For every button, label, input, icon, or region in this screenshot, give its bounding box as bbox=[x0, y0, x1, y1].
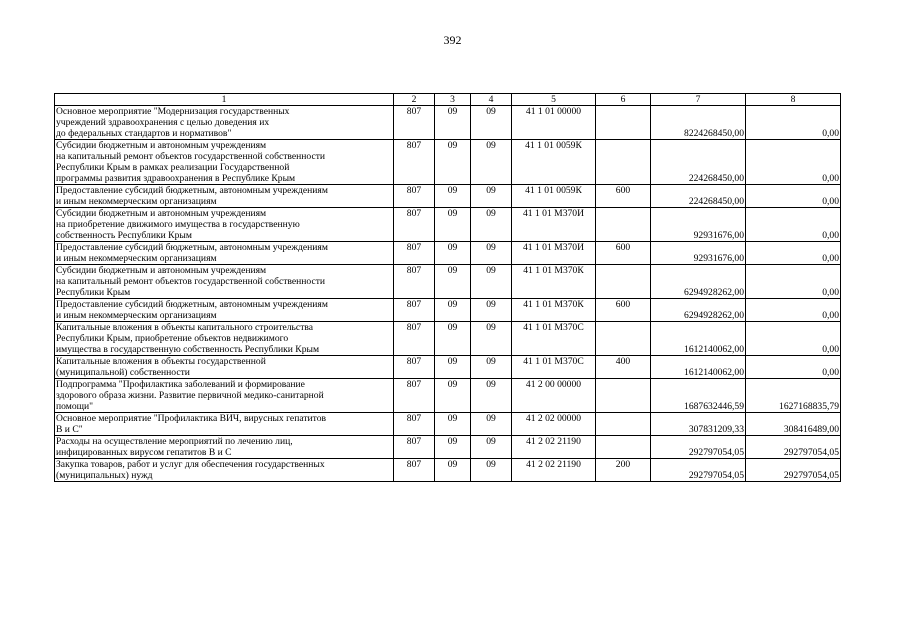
table-row bbox=[55, 322, 841, 356]
amount-year2-cell: 0,00 bbox=[746, 242, 841, 265]
table-row bbox=[55, 208, 841, 242]
section-code-cell: 09 bbox=[435, 436, 471, 459]
section-code-cell: 09 bbox=[435, 459, 471, 482]
column-header: 8 bbox=[746, 94, 841, 106]
section-code-cell: 09 bbox=[435, 322, 471, 356]
table-row bbox=[55, 299, 841, 322]
item-name-cell: Подпрограмма "Профилактика заболеваний и формирование здорового образа жизни. Развитие первичной медико-санитарной помощи" bbox=[55, 379, 394, 413]
table-row bbox=[55, 356, 841, 379]
subsection-code-cell: 09 bbox=[471, 106, 512, 140]
ministry-code-cell: 807 bbox=[394, 459, 435, 482]
expense-type-cell: 600 bbox=[596, 185, 651, 208]
amount-year1-cell: 6294928262,00 bbox=[651, 299, 746, 322]
expense-type-cell bbox=[596, 379, 651, 413]
section-code-cell: 09 bbox=[435, 106, 471, 140]
column-header: 3 bbox=[435, 94, 471, 106]
expense-type-cell bbox=[596, 265, 651, 299]
subsection-code-cell: 09 bbox=[471, 436, 512, 459]
amount-year2-cell: 0,00 bbox=[746, 356, 841, 379]
section-code-cell: 09 bbox=[435, 242, 471, 265]
subsection-code-cell: 09 bbox=[471, 265, 512, 299]
expense-type-cell: 600 bbox=[596, 242, 651, 265]
subsection-code-cell: 09 bbox=[471, 356, 512, 379]
subsection-code-cell: 09 bbox=[471, 242, 512, 265]
amount-year2-cell: 0,00 bbox=[746, 322, 841, 356]
item-name-cell: Субсидии бюджетным и автономным учреждениям на капитальный ремонт объектов государственной собственности Республики Крым bbox=[55, 265, 394, 299]
subsection-code-cell: 09 bbox=[471, 185, 512, 208]
item-name-cell: Основное мероприятие "Профилактика ВИЧ, вирусных гепатитов В и С" bbox=[55, 413, 394, 436]
target-article-cell: 41 1 01 М370К bbox=[512, 265, 596, 299]
table-row bbox=[55, 459, 841, 482]
amount-year1-cell: 224268450,00 bbox=[651, 185, 746, 208]
item-name-cell: Капитальные вложения в объекты капитального строительства Республики Крым, приобретение объектов недвижимого имущества в государственную собственность Республики Крым bbox=[55, 322, 394, 356]
table-row bbox=[55, 265, 841, 299]
expense-type-cell: 400 bbox=[596, 356, 651, 379]
amount-year1-cell: 1612140062,00 bbox=[651, 322, 746, 356]
header-row bbox=[55, 94, 841, 106]
expense-type-cell: 600 bbox=[596, 299, 651, 322]
item-name-cell: Основное мероприятие "Модернизация государственных учреждений здравоохранения с целью доведения их до федеральных стандартов и нормативов" bbox=[55, 106, 394, 140]
target-article-cell: 41 2 02 21190 bbox=[512, 459, 596, 482]
amount-year2-cell: 0,00 bbox=[746, 265, 841, 299]
amount-year1-cell: 8224268450,00 bbox=[651, 106, 746, 140]
table-row bbox=[55, 106, 841, 140]
section-code-cell: 09 bbox=[435, 299, 471, 322]
column-header: 5 bbox=[512, 94, 596, 106]
target-article-cell: 41 1 01 00000 bbox=[512, 106, 596, 140]
ministry-code-cell: 807 bbox=[394, 322, 435, 356]
expense-type-cell bbox=[596, 413, 651, 436]
amount-year1-cell: 1687632446,59 bbox=[651, 379, 746, 413]
section-code-cell: 09 bbox=[435, 185, 471, 208]
amount-year2-cell: 308416489,00 bbox=[746, 413, 841, 436]
expense-type-cell bbox=[596, 436, 651, 459]
target-article-cell: 41 2 02 00000 bbox=[512, 413, 596, 436]
amount-year2-cell: 0,00 bbox=[746, 208, 841, 242]
item-name-cell: Субсидии бюджетным и автономным учреждениям на приобретение движимого имущества в государственную собственность Республики Крым bbox=[55, 208, 394, 242]
ministry-code-cell: 807 bbox=[394, 185, 435, 208]
table-row bbox=[55, 379, 841, 413]
section-code-cell: 09 bbox=[435, 413, 471, 436]
expense-type-cell bbox=[596, 322, 651, 356]
amount-year2-cell: 0,00 bbox=[746, 106, 841, 140]
ministry-code-cell: 807 bbox=[394, 140, 435, 185]
amount-year2-cell: 292797054,05 bbox=[746, 459, 841, 482]
item-name-cell: Капитальные вложения в объекты государственной (муниципальной) собственности bbox=[55, 356, 394, 379]
section-code-cell: 09 bbox=[435, 140, 471, 185]
column-header: 4 bbox=[471, 94, 512, 106]
amount-year2-cell: 0,00 bbox=[746, 299, 841, 322]
column-header: 6 bbox=[596, 94, 651, 106]
item-name-cell: Предоставление субсидий бюджетным, автономным учреждениям и иным некоммерческим организациям bbox=[55, 185, 394, 208]
item-name-cell: Закупка товаров, работ и услуг для обеспечения государственных (муниципальных) нужд bbox=[55, 459, 394, 482]
target-article-cell: 41 1 01 М370С bbox=[512, 322, 596, 356]
table-body bbox=[55, 106, 841, 482]
ministry-code-cell: 807 bbox=[394, 436, 435, 459]
ministry-code-cell: 807 bbox=[394, 299, 435, 322]
item-name-cell: Предоставление субсидий бюджетным, автономным учреждениям и иным некоммерческим организациям bbox=[55, 299, 394, 322]
section-code-cell: 09 bbox=[435, 379, 471, 413]
expense-type-cell bbox=[596, 208, 651, 242]
budget-table bbox=[54, 93, 841, 482]
amount-year1-cell: 292797054,05 bbox=[651, 459, 746, 482]
target-article-cell: 41 2 00 00000 bbox=[512, 379, 596, 413]
ministry-code-cell: 807 bbox=[394, 356, 435, 379]
target-article-cell: 41 1 01 0059К bbox=[512, 185, 596, 208]
amount-year2-cell: 1627168835,79 bbox=[746, 379, 841, 413]
item-name-cell: Субсидии бюджетным и автономным учреждениям на капитальный ремонт объектов государственной собственности Республики Крым в рамках реализации Государственной программы развития здравоохранения в Республике Крым bbox=[55, 140, 394, 185]
section-code-cell: 09 bbox=[435, 356, 471, 379]
amount-year1-cell: 6294928262,00 bbox=[651, 265, 746, 299]
subsection-code-cell: 09 bbox=[471, 413, 512, 436]
page-number: 392 bbox=[443, 33, 462, 47]
subsection-code-cell: 09 bbox=[471, 140, 512, 185]
amount-year1-cell: 92931676,00 bbox=[651, 242, 746, 265]
ministry-code-cell: 807 bbox=[394, 208, 435, 242]
amount-year2-cell: 0,00 bbox=[746, 185, 841, 208]
column-header: 1 bbox=[55, 94, 394, 106]
table-row bbox=[55, 413, 841, 436]
table-row bbox=[55, 242, 841, 265]
amount-year1-cell: 1612140062,00 bbox=[651, 356, 746, 379]
target-article-cell: 41 1 01 М370С bbox=[512, 356, 596, 379]
target-article-cell: 41 1 01 М370И bbox=[512, 208, 596, 242]
subsection-code-cell: 09 bbox=[471, 322, 512, 356]
table-row bbox=[55, 436, 841, 459]
subsection-code-cell: 09 bbox=[471, 299, 512, 322]
item-name-cell: Расходы на осуществление мероприятий по лечению лиц, инфицированных вирусом гепатитов В и С bbox=[55, 436, 394, 459]
subsection-code-cell: 09 bbox=[471, 459, 512, 482]
target-article-cell: 41 2 02 21190 bbox=[512, 436, 596, 459]
expense-type-cell bbox=[596, 106, 651, 140]
target-article-cell: 41 1 01 0059К bbox=[512, 140, 596, 185]
amount-year1-cell: 292797054,05 bbox=[651, 436, 746, 459]
column-header: 7 bbox=[651, 94, 746, 106]
section-code-cell: 09 bbox=[435, 265, 471, 299]
section-code-cell: 09 bbox=[435, 208, 471, 242]
subsection-code-cell: 09 bbox=[471, 208, 512, 242]
expense-type-cell: 200 bbox=[596, 459, 651, 482]
table-row bbox=[55, 185, 841, 208]
ministry-code-cell: 807 bbox=[394, 379, 435, 413]
amount-year1-cell: 224268450,00 bbox=[651, 140, 746, 185]
amount-year1-cell: 92931676,00 bbox=[651, 208, 746, 242]
expense-type-cell bbox=[596, 140, 651, 185]
ministry-code-cell: 807 bbox=[394, 413, 435, 436]
amount-year1-cell: 307831209,33 bbox=[651, 413, 746, 436]
ministry-code-cell: 807 bbox=[394, 265, 435, 299]
subsection-code-cell: 09 bbox=[471, 379, 512, 413]
table-row bbox=[55, 140, 841, 185]
item-name-cell: Предоставление субсидий бюджетным, автономным учреждениям и иным некоммерческим организациям bbox=[55, 242, 394, 265]
ministry-code-cell: 807 bbox=[394, 106, 435, 140]
column-header: 2 bbox=[394, 94, 435, 106]
target-article-cell: 41 1 01 М370И bbox=[512, 242, 596, 265]
target-article-cell: 41 1 01 М370К bbox=[512, 299, 596, 322]
amount-year2-cell: 0,00 bbox=[746, 140, 841, 185]
ministry-code-cell: 807 bbox=[394, 242, 435, 265]
amount-year2-cell: 292797054,05 bbox=[746, 436, 841, 459]
